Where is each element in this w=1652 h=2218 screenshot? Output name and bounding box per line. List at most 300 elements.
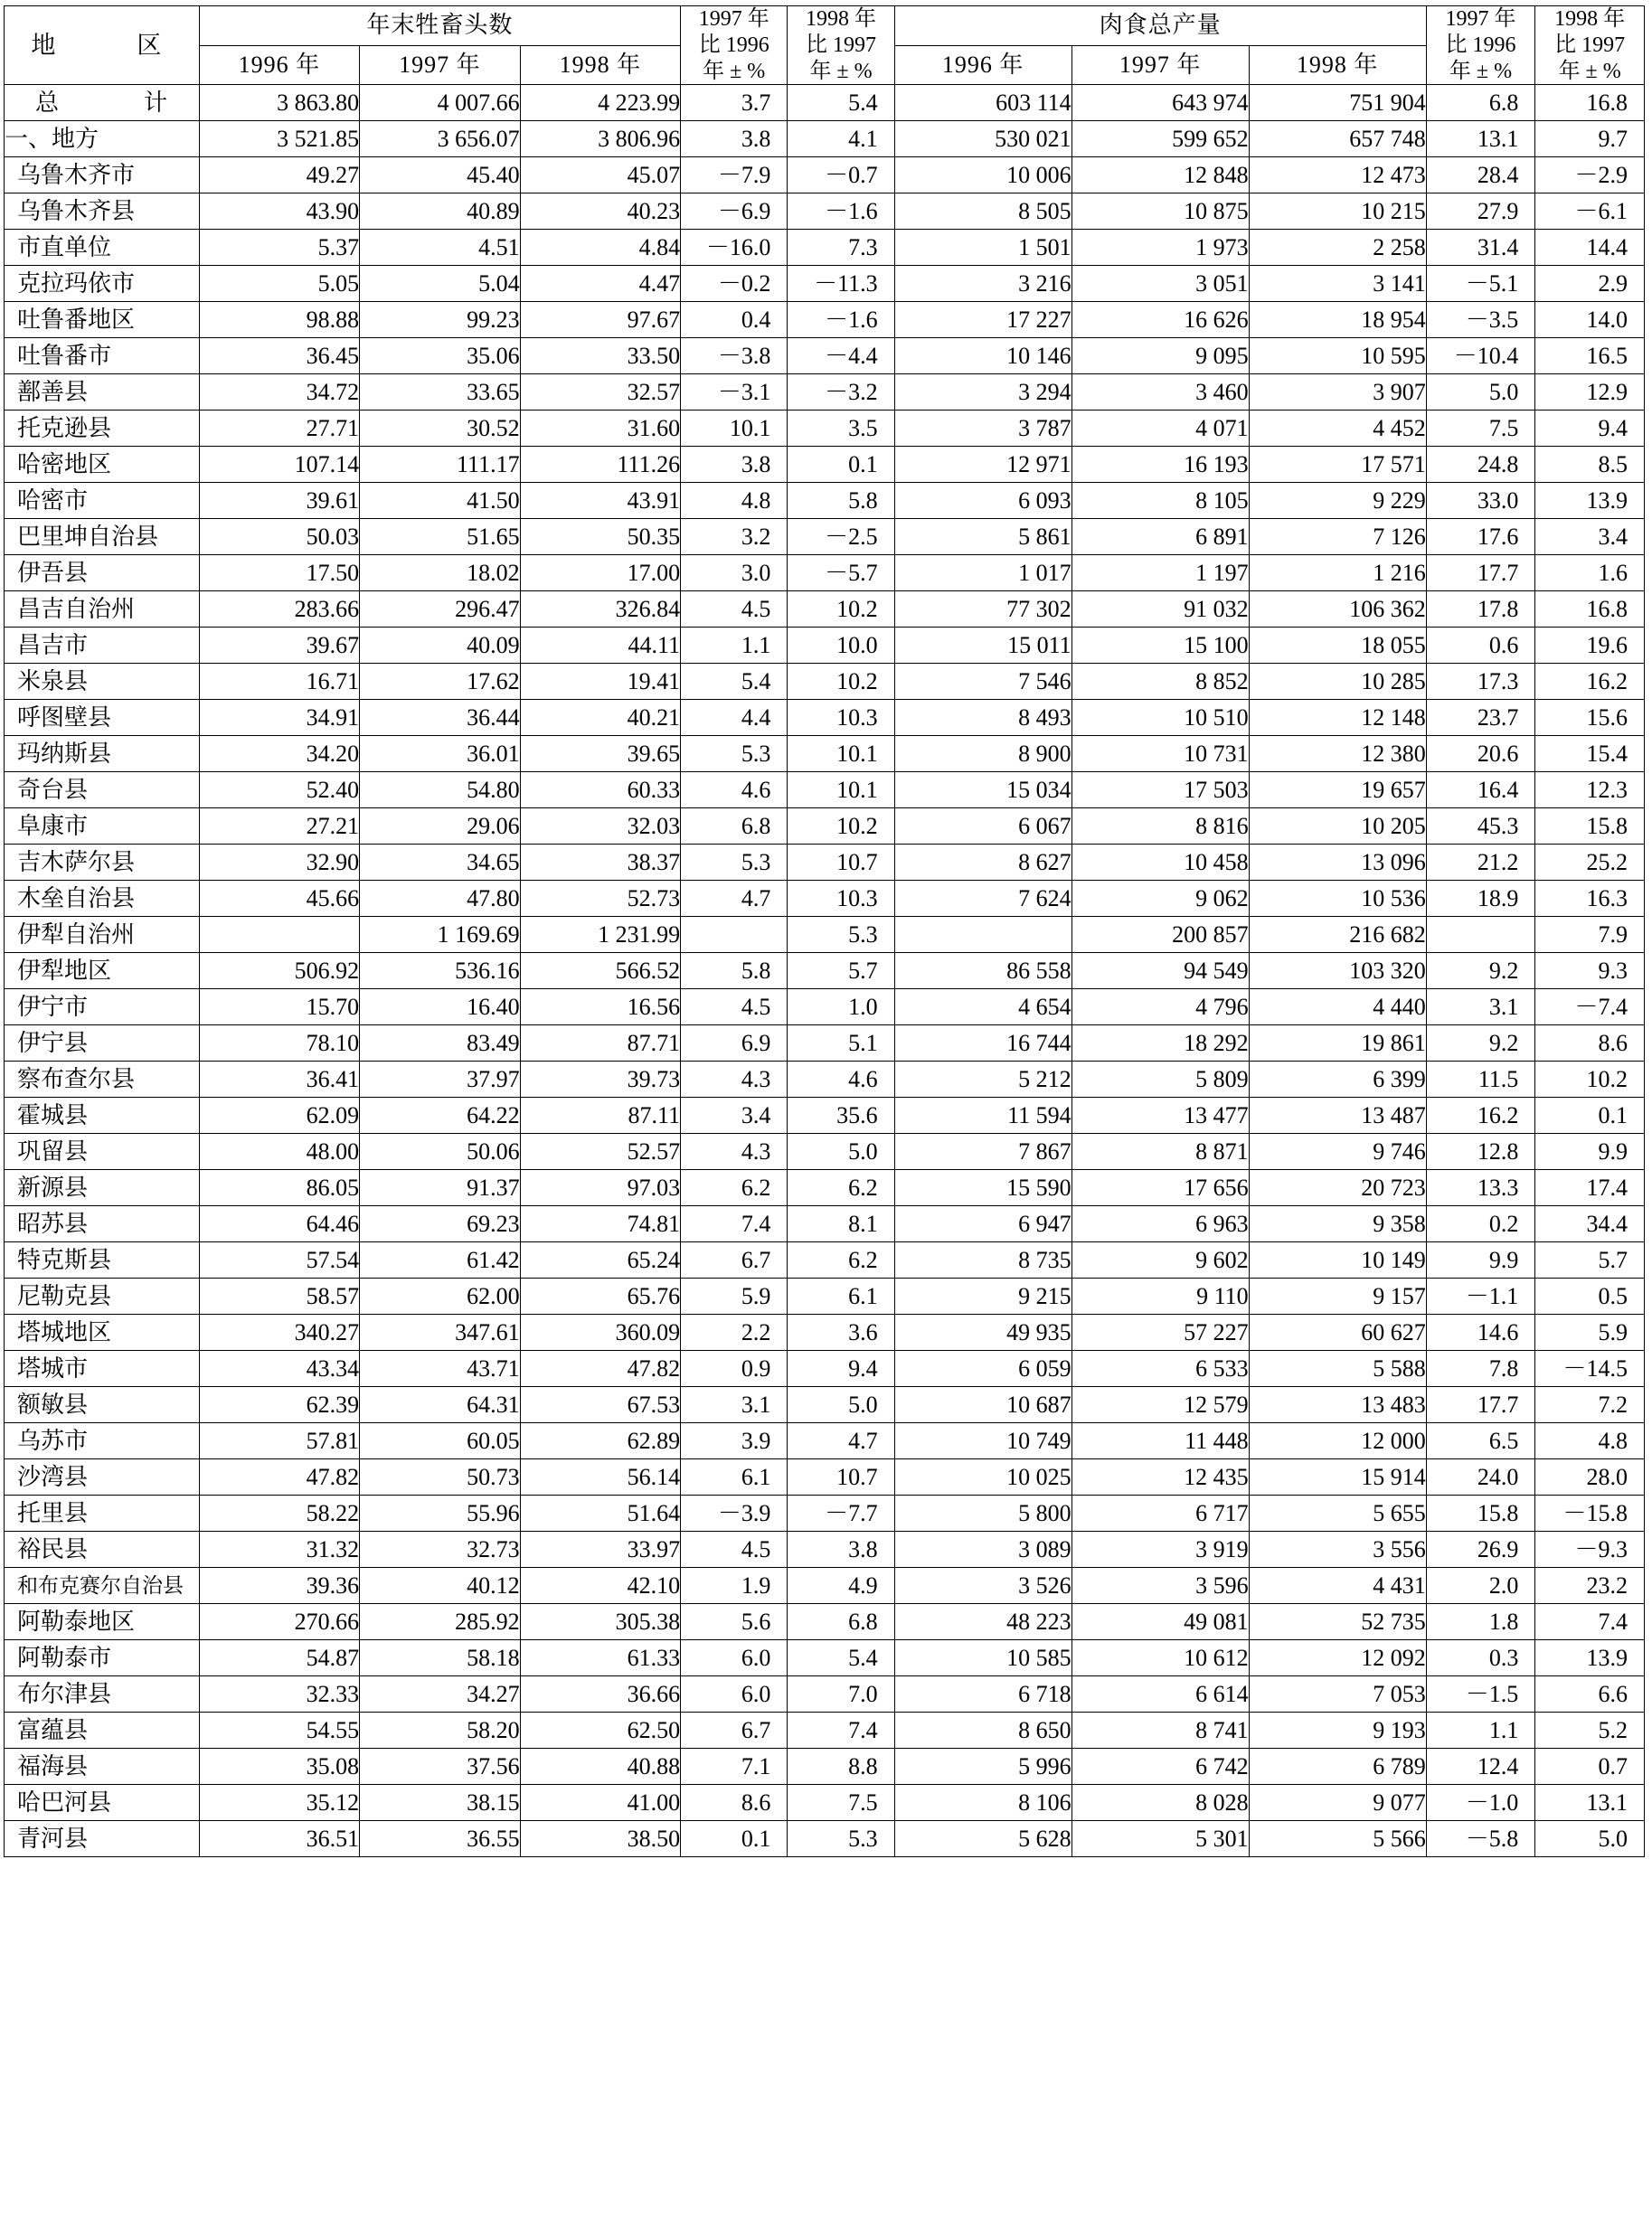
livestock-1998-value: 4.47 — [520, 266, 680, 302]
livestock-1997-value: 38.15 — [360, 1785, 520, 1821]
region-name: 霍城县 — [5, 1098, 200, 1134]
livestock-pct-1997-value: －3.8 — [681, 338, 788, 374]
meat-pct-1997-value: 21.2 — [1426, 845, 1535, 881]
meat-1996-value: 3 089 — [894, 1532, 1071, 1568]
table-row — [5, 266, 1645, 302]
livestock-pct-1998-value: －7.7 — [788, 1496, 894, 1532]
meat-pct-1997-value: 3.1 — [1426, 989, 1535, 1025]
meat-1998-value: 3 907 — [1249, 374, 1426, 411]
region-name: 米泉县 — [5, 664, 200, 700]
livestock-1997-value: 58.20 — [360, 1713, 520, 1749]
meat-1996-value — [894, 917, 1071, 953]
livestock-pct-1998-value: 4.7 — [788, 1423, 894, 1459]
livestock-pct-1998-value: －2.5 — [788, 519, 894, 555]
meat-1998-value: 10 595 — [1249, 338, 1426, 374]
livestock-pct-1997-value: 5.3 — [681, 845, 788, 881]
livestock-1998-value: 65.24 — [520, 1242, 680, 1279]
livestock-1996-value: 62.09 — [199, 1098, 359, 1134]
meat-1997-value: 6 963 — [1071, 1206, 1249, 1242]
livestock-pct-1997-value: 2.2 — [681, 1315, 788, 1351]
table-header — [5, 6, 1645, 85]
table-row — [5, 121, 1645, 157]
livestock-1996-value: 98.88 — [199, 302, 359, 338]
region-name: 昌吉自治州 — [5, 591, 200, 628]
livestock-1998-value: 38.37 — [520, 845, 680, 881]
meat-pct-1997-value: 13.3 — [1426, 1170, 1535, 1206]
livestock-pct-1998-value: 10.1 — [788, 772, 894, 808]
region-name: 阜康市 — [5, 808, 200, 845]
region-name: 塔城地区 — [5, 1315, 200, 1351]
livestock-pct-1998-value: 10.2 — [788, 808, 894, 845]
meat-1997-value: 9 110 — [1071, 1279, 1249, 1315]
meat-1996-value: 8 650 — [894, 1713, 1071, 1749]
meat-pct-1998-value: 16.2 — [1535, 664, 1645, 700]
meat-pct-1997-value: －10.4 — [1426, 338, 1535, 374]
meat-1996-value: 15 011 — [894, 628, 1071, 664]
livestock-1997-value: 17.62 — [360, 664, 520, 700]
meat-1996-value: 5 996 — [894, 1749, 1071, 1785]
header-livestock-1997: 1997 年 — [360, 45, 520, 85]
meat-pct-1997-value: 17.8 — [1426, 591, 1535, 628]
meat-pct-1998-value: 16.3 — [1535, 881, 1645, 917]
livestock-pct-1997-value: 3.1 — [681, 1387, 788, 1423]
livestock-1998-value: 33.50 — [520, 338, 680, 374]
livestock-pct-1997-value: 3.8 — [681, 121, 788, 157]
meat-pct-1997-value: 0.2 — [1426, 1206, 1535, 1242]
meat-pct-1998-value: 9.9 — [1535, 1134, 1645, 1170]
livestock-1997-value: 36.01 — [360, 736, 520, 772]
livestock-1996-value: 34.91 — [199, 700, 359, 736]
meat-pct-1997-value: 1.8 — [1426, 1604, 1535, 1640]
livestock-pct-1998-value: 3.8 — [788, 1532, 894, 1568]
header-meat-pct-1997 — [1426, 6, 1535, 85]
livestock-pct-1997-value: 3.8 — [681, 447, 788, 483]
meat-1997-value: 4 071 — [1071, 411, 1249, 447]
meat-1998-value: 4 440 — [1249, 989, 1426, 1025]
meat-pct-1998-value: 25.2 — [1535, 845, 1645, 881]
livestock-pct-1997-value: 6.9 — [681, 1025, 788, 1062]
livestock-1997-value: 61.42 — [360, 1242, 520, 1279]
livestock-1996-value: 36.41 — [199, 1062, 359, 1098]
meat-pct-1998-value: 28.0 — [1535, 1459, 1645, 1496]
meat-1997-value: 9 062 — [1071, 881, 1249, 917]
header-meat-pct-1997-line1: 1997 年 — [1445, 7, 1516, 31]
livestock-pct-1998-value: 4.1 — [788, 121, 894, 157]
livestock-1998-value: 47.82 — [520, 1351, 680, 1387]
meat-1997-value: 17 503 — [1071, 772, 1249, 808]
meat-1998-value: 15 914 — [1249, 1459, 1426, 1496]
livestock-meat-statistics-table — [4, 5, 1645, 1857]
livestock-pct-1997-value: 6.0 — [681, 1640, 788, 1676]
meat-1996-value: 8 505 — [894, 193, 1071, 230]
meat-pct-1998-value: 15.8 — [1535, 808, 1645, 845]
table-row — [5, 700, 1645, 736]
livestock-pct-1997-value: 6.8 — [681, 808, 788, 845]
region-name: 巴里坤自治县 — [5, 519, 200, 555]
meat-pct-1998-value: 15.4 — [1535, 736, 1645, 772]
livestock-pct-1997-value: 10.1 — [681, 411, 788, 447]
livestock-1996-value: 49.27 — [199, 157, 359, 193]
livestock-pct-1998-value: 3.6 — [788, 1315, 894, 1351]
meat-pct-1998-value: 6.6 — [1535, 1676, 1645, 1713]
meat-1996-value: 8 735 — [894, 1242, 1071, 1279]
meat-pct-1998-value: 9.3 — [1535, 953, 1645, 989]
livestock-1997-value: 29.06 — [360, 808, 520, 845]
meat-pct-1997-value: 13.1 — [1426, 121, 1535, 157]
meat-1998-value: 20 723 — [1249, 1170, 1426, 1206]
header-meat-pct-1998 — [1535, 6, 1645, 85]
table-row — [5, 1676, 1645, 1713]
livestock-1996-value: 506.92 — [199, 953, 359, 989]
table-row — [5, 1749, 1645, 1785]
meat-1997-value: 6 742 — [1071, 1749, 1249, 1785]
livestock-1998-value: 3 806.96 — [520, 121, 680, 157]
meat-pct-1997-value: 14.6 — [1426, 1315, 1535, 1351]
meat-pct-1998-value: 5.2 — [1535, 1713, 1645, 1749]
meat-pct-1998-value: 4.8 — [1535, 1423, 1645, 1459]
meat-1997-value: 10 510 — [1071, 700, 1249, 736]
livestock-1996-value: 45.66 — [199, 881, 359, 917]
table-row — [5, 555, 1645, 591]
region-name: 吉木萨尔县 — [5, 845, 200, 881]
livestock-1996-value: 35.12 — [199, 1785, 359, 1821]
livestock-1997-value: 43.71 — [360, 1351, 520, 1387]
meat-1996-value: 3 787 — [894, 411, 1071, 447]
livestock-1997-value: 69.23 — [360, 1206, 520, 1242]
meat-1997-value: 1 973 — [1071, 230, 1249, 266]
meat-pct-1998-value: 0.5 — [1535, 1279, 1645, 1315]
table-row — [5, 1821, 1645, 1857]
livestock-pct-1997-value: 3.7 — [681, 85, 788, 121]
region-name: 吐鲁番地区 — [5, 302, 200, 338]
livestock-1997-value: 3 656.07 — [360, 121, 520, 157]
meat-1996-value: 8 900 — [894, 736, 1071, 772]
region-name: 塔城市 — [5, 1351, 200, 1387]
meat-1998-value: 7 053 — [1249, 1676, 1426, 1713]
livestock-pct-1998-value: 5.8 — [788, 483, 894, 519]
table-row — [5, 1315, 1645, 1351]
header-meat-pct-1998-line2: 比 1997 — [1554, 33, 1626, 57]
meat-pct-1997-value: 31.4 — [1426, 230, 1535, 266]
livestock-1996-value: 32.33 — [199, 1676, 359, 1713]
livestock-pct-1998-value: 10.0 — [788, 628, 894, 664]
livestock-1997-value: 99.23 — [360, 302, 520, 338]
meat-1997-value: 10 731 — [1071, 736, 1249, 772]
livestock-pct-1998-value: 10.2 — [788, 664, 894, 700]
livestock-pct-1998-value: 6.2 — [788, 1242, 894, 1279]
livestock-1997-value: 47.80 — [360, 881, 520, 917]
livestock-pct-1997-value: 5.4 — [681, 664, 788, 700]
header-region: 地 区 — [5, 6, 200, 85]
livestock-1997-value: 34.65 — [360, 845, 520, 881]
livestock-1996-value: 39.61 — [199, 483, 359, 519]
meat-pct-1998-value: 23.2 — [1535, 1568, 1645, 1604]
region-name: 新源县 — [5, 1170, 200, 1206]
header-livestock-pct-1997-line2: 比 1996 — [698, 33, 769, 57]
meat-1998-value: 9 193 — [1249, 1713, 1426, 1749]
header-livestock-pct-1997-line3: 年 ± % — [703, 59, 766, 83]
livestock-pct-1997-value: 0.9 — [681, 1351, 788, 1387]
meat-pct-1998-value: 5.0 — [1535, 1821, 1645, 1857]
table-row — [5, 1387, 1645, 1423]
meat-1998-value: 10 285 — [1249, 664, 1426, 700]
livestock-pct-1997-value: 6.7 — [681, 1713, 788, 1749]
livestock-1996-value: 107.14 — [199, 447, 359, 483]
region-name: 玛纳斯县 — [5, 736, 200, 772]
meat-1997-value: 3 596 — [1071, 1568, 1249, 1604]
meat-1998-value: 10 536 — [1249, 881, 1426, 917]
livestock-pct-1997-value: －6.9 — [681, 193, 788, 230]
livestock-pct-1998-value: －1.6 — [788, 193, 894, 230]
livestock-1996-value: 43.34 — [199, 1351, 359, 1387]
livestock-1996-value: 86.05 — [199, 1170, 359, 1206]
meat-1998-value: 60 627 — [1249, 1315, 1426, 1351]
meat-1997-value: 10 458 — [1071, 845, 1249, 881]
meat-pct-1997-value: 7.5 — [1426, 411, 1535, 447]
livestock-pct-1997-value: 6.7 — [681, 1242, 788, 1279]
livestock-pct-1998-value: －0.7 — [788, 157, 894, 193]
header-livestock-1998: 1998 年 — [520, 45, 680, 85]
meat-1998-value: 5 566 — [1249, 1821, 1426, 1857]
region-name: 伊吾县 — [5, 555, 200, 591]
livestock-1997-value: 64.22 — [360, 1098, 520, 1134]
meat-1998-value: 3 141 — [1249, 266, 1426, 302]
livestock-pct-1997-value: 4.4 — [681, 700, 788, 736]
livestock-pct-1998-value: 5.4 — [788, 85, 894, 121]
livestock-pct-1997-value: 5.6 — [681, 1604, 788, 1640]
livestock-1996-value: 32.90 — [199, 845, 359, 881]
livestock-1996-value — [199, 917, 359, 953]
meat-pct-1998-value: －9.3 — [1535, 1532, 1645, 1568]
livestock-pct-1997-value: 3.0 — [681, 555, 788, 591]
livestock-pct-1997-value: 5.3 — [681, 736, 788, 772]
livestock-1996-value: 283.66 — [199, 591, 359, 628]
table-row — [5, 193, 1645, 230]
livestock-1996-value: 5.37 — [199, 230, 359, 266]
livestock-1996-value: 50.03 — [199, 519, 359, 555]
meat-pct-1997-value: 15.8 — [1426, 1496, 1535, 1532]
table-row — [5, 1025, 1645, 1062]
livestock-1997-value: 347.61 — [360, 1315, 520, 1351]
livestock-1998-value: 360.09 — [520, 1315, 680, 1351]
meat-1998-value: 12 380 — [1249, 736, 1426, 772]
region-name: 呼图壁县 — [5, 700, 200, 736]
meat-pct-1998-value: 13.9 — [1535, 1640, 1645, 1676]
livestock-pct-1998-value: 10.3 — [788, 700, 894, 736]
meat-pct-1997-value: 1.1 — [1426, 1713, 1535, 1749]
meat-pct-1998-value: 2.9 — [1535, 266, 1645, 302]
meat-pct-1997-value: 12.8 — [1426, 1134, 1535, 1170]
livestock-1997-value: 60.05 — [360, 1423, 520, 1459]
meat-1998-value: 3 556 — [1249, 1532, 1426, 1568]
livestock-1997-value: 296.47 — [360, 591, 520, 628]
livestock-1998-value: 74.81 — [520, 1206, 680, 1242]
meat-1997-value: 643 974 — [1071, 85, 1249, 121]
meat-pct-1997-value: 7.8 — [1426, 1351, 1535, 1387]
meat-pct-1997-value: 0.6 — [1426, 628, 1535, 664]
livestock-1997-value: 5.04 — [360, 266, 520, 302]
livestock-pct-1998-value: 5.3 — [788, 1821, 894, 1857]
livestock-1996-value: 62.39 — [199, 1387, 359, 1423]
meat-1998-value: 657 748 — [1249, 121, 1426, 157]
meat-1998-value: 19 861 — [1249, 1025, 1426, 1062]
meat-1996-value: 48 223 — [894, 1604, 1071, 1640]
meat-1997-value: 16 193 — [1071, 447, 1249, 483]
livestock-pct-1997-value: 6.0 — [681, 1676, 788, 1713]
meat-1997-value: 6 533 — [1071, 1351, 1249, 1387]
region-name: 鄯善县 — [5, 374, 200, 411]
meat-pct-1998-value: 7.9 — [1535, 917, 1645, 953]
table-row — [5, 1134, 1645, 1170]
livestock-1996-value: 5.05 — [199, 266, 359, 302]
meat-1996-value: 6 718 — [894, 1676, 1071, 1713]
livestock-1997-value: 40.12 — [360, 1568, 520, 1604]
meat-pct-1997-value: －3.5 — [1426, 302, 1535, 338]
livestock-1998-value: 62.50 — [520, 1713, 680, 1749]
region-name: 和布克赛尔自治县 — [5, 1568, 200, 1604]
meat-pct-1997-value: 23.7 — [1426, 700, 1535, 736]
table-row — [5, 917, 1645, 953]
livestock-pct-1997-value: 0.1 — [681, 1821, 788, 1857]
meat-1998-value: 4 431 — [1249, 1568, 1426, 1604]
livestock-1998-value: 31.60 — [520, 411, 680, 447]
meat-1996-value: 4 654 — [894, 989, 1071, 1025]
header-meat-1997: 1997 年 — [1071, 45, 1249, 85]
livestock-1998-value: 87.71 — [520, 1025, 680, 1062]
meat-pct-1997-value: －1.1 — [1426, 1279, 1535, 1315]
livestock-1997-value: 1 169.69 — [360, 917, 520, 953]
livestock-1996-value: 16.71 — [199, 664, 359, 700]
livestock-1998-value: 97.67 — [520, 302, 680, 338]
meat-pct-1998-value: 15.6 — [1535, 700, 1645, 736]
meat-1996-value: 10 006 — [894, 157, 1071, 193]
meat-1998-value: 216 682 — [1249, 917, 1426, 953]
meat-1996-value: 3 294 — [894, 374, 1071, 411]
region-name: 哈巴河县 — [5, 1785, 200, 1821]
meat-1997-value: 9 095 — [1071, 338, 1249, 374]
livestock-1996-value: 15.70 — [199, 989, 359, 1025]
meat-1996-value: 15 034 — [894, 772, 1071, 808]
livestock-1998-value: 87.11 — [520, 1098, 680, 1134]
meat-pct-1998-value: 10.2 — [1535, 1062, 1645, 1098]
meat-1998-value: 12 092 — [1249, 1640, 1426, 1676]
meat-1996-value: 86 558 — [894, 953, 1071, 989]
meat-1997-value: 91 032 — [1071, 591, 1249, 628]
meat-pct-1998-value: －2.9 — [1535, 157, 1645, 193]
livestock-pct-1998-value: 6.8 — [788, 1604, 894, 1640]
table-row — [5, 1785, 1645, 1821]
livestock-pct-1997-value: 3.9 — [681, 1423, 788, 1459]
meat-pct-1997-value: 9.2 — [1426, 1025, 1535, 1062]
table-row — [5, 338, 1645, 374]
meat-pct-1997-value: 16.2 — [1426, 1098, 1535, 1134]
meat-1997-value: 18 292 — [1071, 1025, 1249, 1062]
livestock-pct-1998-value: 4.6 — [788, 1062, 894, 1098]
livestock-1996-value: 39.67 — [199, 628, 359, 664]
livestock-1997-value: 54.80 — [360, 772, 520, 808]
header-livestock-1996: 1996 年 — [199, 45, 359, 85]
livestock-1997-value: 50.06 — [360, 1134, 520, 1170]
livestock-pct-1997-value: 8.6 — [681, 1785, 788, 1821]
livestock-pct-1998-value: 6.2 — [788, 1170, 894, 1206]
meat-pct-1998-value: 14.0 — [1535, 302, 1645, 338]
livestock-pct-1998-value: 10.2 — [788, 591, 894, 628]
table-row — [5, 1423, 1645, 1459]
livestock-1997-value: 285.92 — [360, 1604, 520, 1640]
table-row — [5, 628, 1645, 664]
livestock-pct-1998-value: 5.1 — [788, 1025, 894, 1062]
meat-1998-value: 5 655 — [1249, 1496, 1426, 1532]
region-name: 富蕴县 — [5, 1713, 200, 1749]
meat-1998-value: 9 077 — [1249, 1785, 1426, 1821]
meat-pct-1998-value: －14.5 — [1535, 1351, 1645, 1387]
livestock-1997-value: 33.65 — [360, 374, 520, 411]
livestock-1998-value: 1 231.99 — [520, 917, 680, 953]
meat-1998-value: 9 358 — [1249, 1206, 1426, 1242]
region-name: 福海县 — [5, 1749, 200, 1785]
livestock-1998-value: 43.91 — [520, 483, 680, 519]
region-name: 乌鲁木齐市 — [5, 157, 200, 193]
livestock-pct-1997-value: －16.0 — [681, 230, 788, 266]
meat-1996-value: 49 935 — [894, 1315, 1071, 1351]
region-name: 一、地方 — [5, 121, 200, 157]
meat-1998-value: 17 571 — [1249, 447, 1426, 483]
meat-1997-value: 17 656 — [1071, 1170, 1249, 1206]
region-name: 托克逊县 — [5, 411, 200, 447]
livestock-1997-value: 40.89 — [360, 193, 520, 230]
livestock-pct-1997-value: 0.4 — [681, 302, 788, 338]
meat-pct-1998-value: 12.3 — [1535, 772, 1645, 808]
livestock-1998-value: 33.97 — [520, 1532, 680, 1568]
meat-1998-value: 751 904 — [1249, 85, 1426, 121]
livestock-1998-value: 50.35 — [520, 519, 680, 555]
header-livestock-pct-1998-line1: 1998 年 — [806, 7, 877, 31]
livestock-1998-value: 41.00 — [520, 1785, 680, 1821]
meat-1997-value: 5 301 — [1071, 1821, 1249, 1857]
region-name: 尼勒克县 — [5, 1279, 200, 1315]
meat-1996-value: 7 546 — [894, 664, 1071, 700]
region-name: 特克斯县 — [5, 1242, 200, 1279]
meat-pct-1997-value: 6.5 — [1426, 1423, 1535, 1459]
livestock-pct-1997-value: 4.3 — [681, 1062, 788, 1098]
meat-1998-value: 13 096 — [1249, 845, 1426, 881]
meat-pct-1997-value: 2.0 — [1426, 1568, 1535, 1604]
meat-1997-value: 200 857 — [1071, 917, 1249, 953]
meat-1996-value: 8 493 — [894, 700, 1071, 736]
meat-1997-value: 16 626 — [1071, 302, 1249, 338]
meat-1998-value: 52 735 — [1249, 1604, 1426, 1640]
region-name: 奇台县 — [5, 772, 200, 808]
meat-pct-1998-value: 5.9 — [1535, 1315, 1645, 1351]
meat-pct-1997-value: 28.4 — [1426, 157, 1535, 193]
table-row — [5, 1532, 1645, 1568]
livestock-pct-1998-value: 10.3 — [788, 881, 894, 917]
header-meat-1996: 1996 年 — [894, 45, 1071, 85]
meat-1997-value: 599 652 — [1071, 121, 1249, 157]
livestock-pct-1997-value: 4.3 — [681, 1134, 788, 1170]
header-meat-1998: 1998 年 — [1249, 45, 1426, 85]
meat-pct-1998-value: 5.7 — [1535, 1242, 1645, 1279]
livestock-1998-value: 52.73 — [520, 881, 680, 917]
meat-1998-value: 9 229 — [1249, 483, 1426, 519]
livestock-pct-1998-value: －1.6 — [788, 302, 894, 338]
meat-1998-value: 6 789 — [1249, 1749, 1426, 1785]
table-row — [5, 664, 1645, 700]
livestock-1998-value: 4.84 — [520, 230, 680, 266]
livestock-1998-value: 19.41 — [520, 664, 680, 700]
table-row — [5, 374, 1645, 411]
livestock-1998-value: 32.57 — [520, 374, 680, 411]
